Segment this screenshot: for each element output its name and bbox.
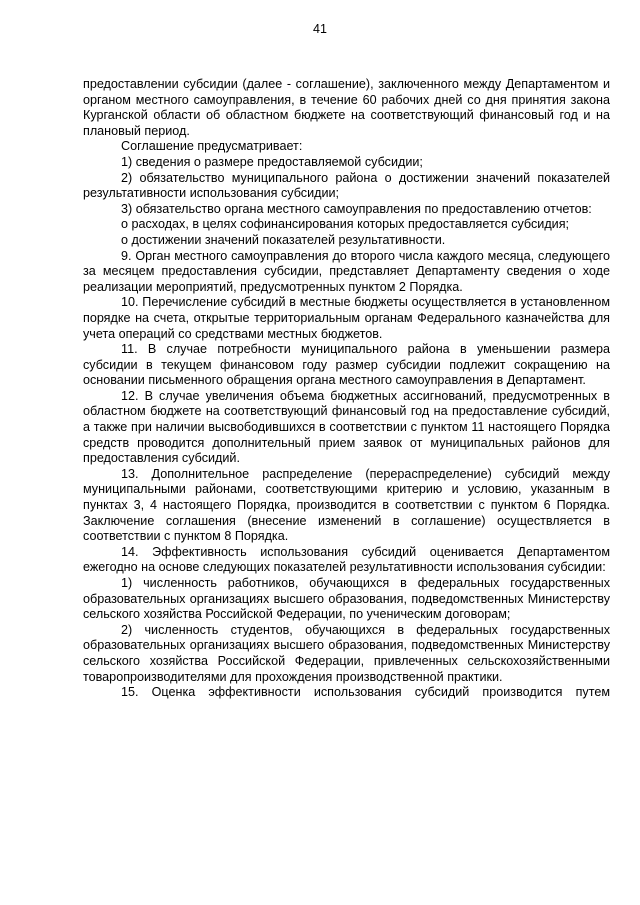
- paragraph: 15. Оценка эффективности использования субсидий производится путем: [121, 685, 610, 700]
- body-text: [83, 77, 610, 701]
- paragraph: 14. Эффективность использования субсидий оценивается Департаментом ежегодно на основе следующих показателей результативности использования субсидии:: [83, 544, 610, 575]
- paragraph: 10. Перечисление субсидий в местные бюджеты осуществляется в установленном порядке на счета, открытые территориальным органам Федерального казначейства для учета операций со средствами местных бюджетов.: [83, 295, 610, 341]
- paragraph: 12. В случае увеличения объема бюджетных ассигнований, предусмотренных в областном бюджете на соответствующий финансовый год на предоставление субсидий, а также при наличии высвободившихся в соответствии с пунктом 11 настоящего Порядка средств проводится дополнительный прием заявок от муниципальных районов для предоставления субсидий.: [83, 388, 610, 466]
- paragraph: 13. Дополнительное распределение (перераспределение) субсидий между муниципальными районами, соответствующими критерию и условию, указанным в пунктах 3, 4 настоящего Порядка, производится в соответствии с пунктом 6 Порядка. Заключение соглашения (внесение изменений в соглашение) осуществляется в соответствии с пунктом 8 Порядка.: [83, 466, 610, 544]
- paragraph: о достижении значений показателей результативности.: [121, 232, 446, 247]
- paragraph: 3) обязательство органа местного самоуправления по предоставлению отчетов:: [121, 201, 592, 216]
- paragraph: 2) обязательство муниципального района о достижении значений показателей результативности использования субсидии;: [83, 170, 610, 201]
- paragraph: 1) численность работников, обучающихся в федеральных государственных образовательных организациях высшего образования, подведомственных Министерству сельского хозяйства Российской Федерации, по ученическим договорам;: [83, 576, 610, 622]
- paragraph: 11. В случае потребности муниципального района в уменьшении размера субсидии в текущем финансовом году размер субсидии подлежит сокращению на основании письменного обращения органа местного самоуправления в Департамент.: [83, 342, 610, 388]
- paragraph: 9. Орган местного самоуправления до второго числа каждого месяца, следующего за месяцем предоставления субсидии, представляет Департаменту сведения о ходе реализации мероприятий, предусмотренных пунктом 2 Порядка.: [83, 248, 610, 294]
- paragraph: 2) численность студентов, обучающихся в федеральных государственных образовательных организациях высшего образования, подведомственных Министерству сельского хозяйства Российской Федерации, привлеченных сельскохозяйственными товаропроизводителями для прохождения производственной практики.: [83, 622, 610, 684]
- paragraph: о расходах, в целях софинансирования которых предоставляется субсидия;: [121, 217, 570, 232]
- page-number: 41: [313, 22, 327, 36]
- paragraph: Соглашение предусматривает:: [121, 139, 303, 154]
- paragraph: предоставлении субсидии (далее - соглашение), заключенного между Департаментом и органом местного самоуправления, в течение 60 рабочих дней со дня принятия закона Курганской области об областном бюджете на соответствующий финансовый год и на плановый период.: [83, 77, 610, 138]
- paragraph: 1) сведения о размере предоставляемой субсидии;: [121, 154, 423, 169]
